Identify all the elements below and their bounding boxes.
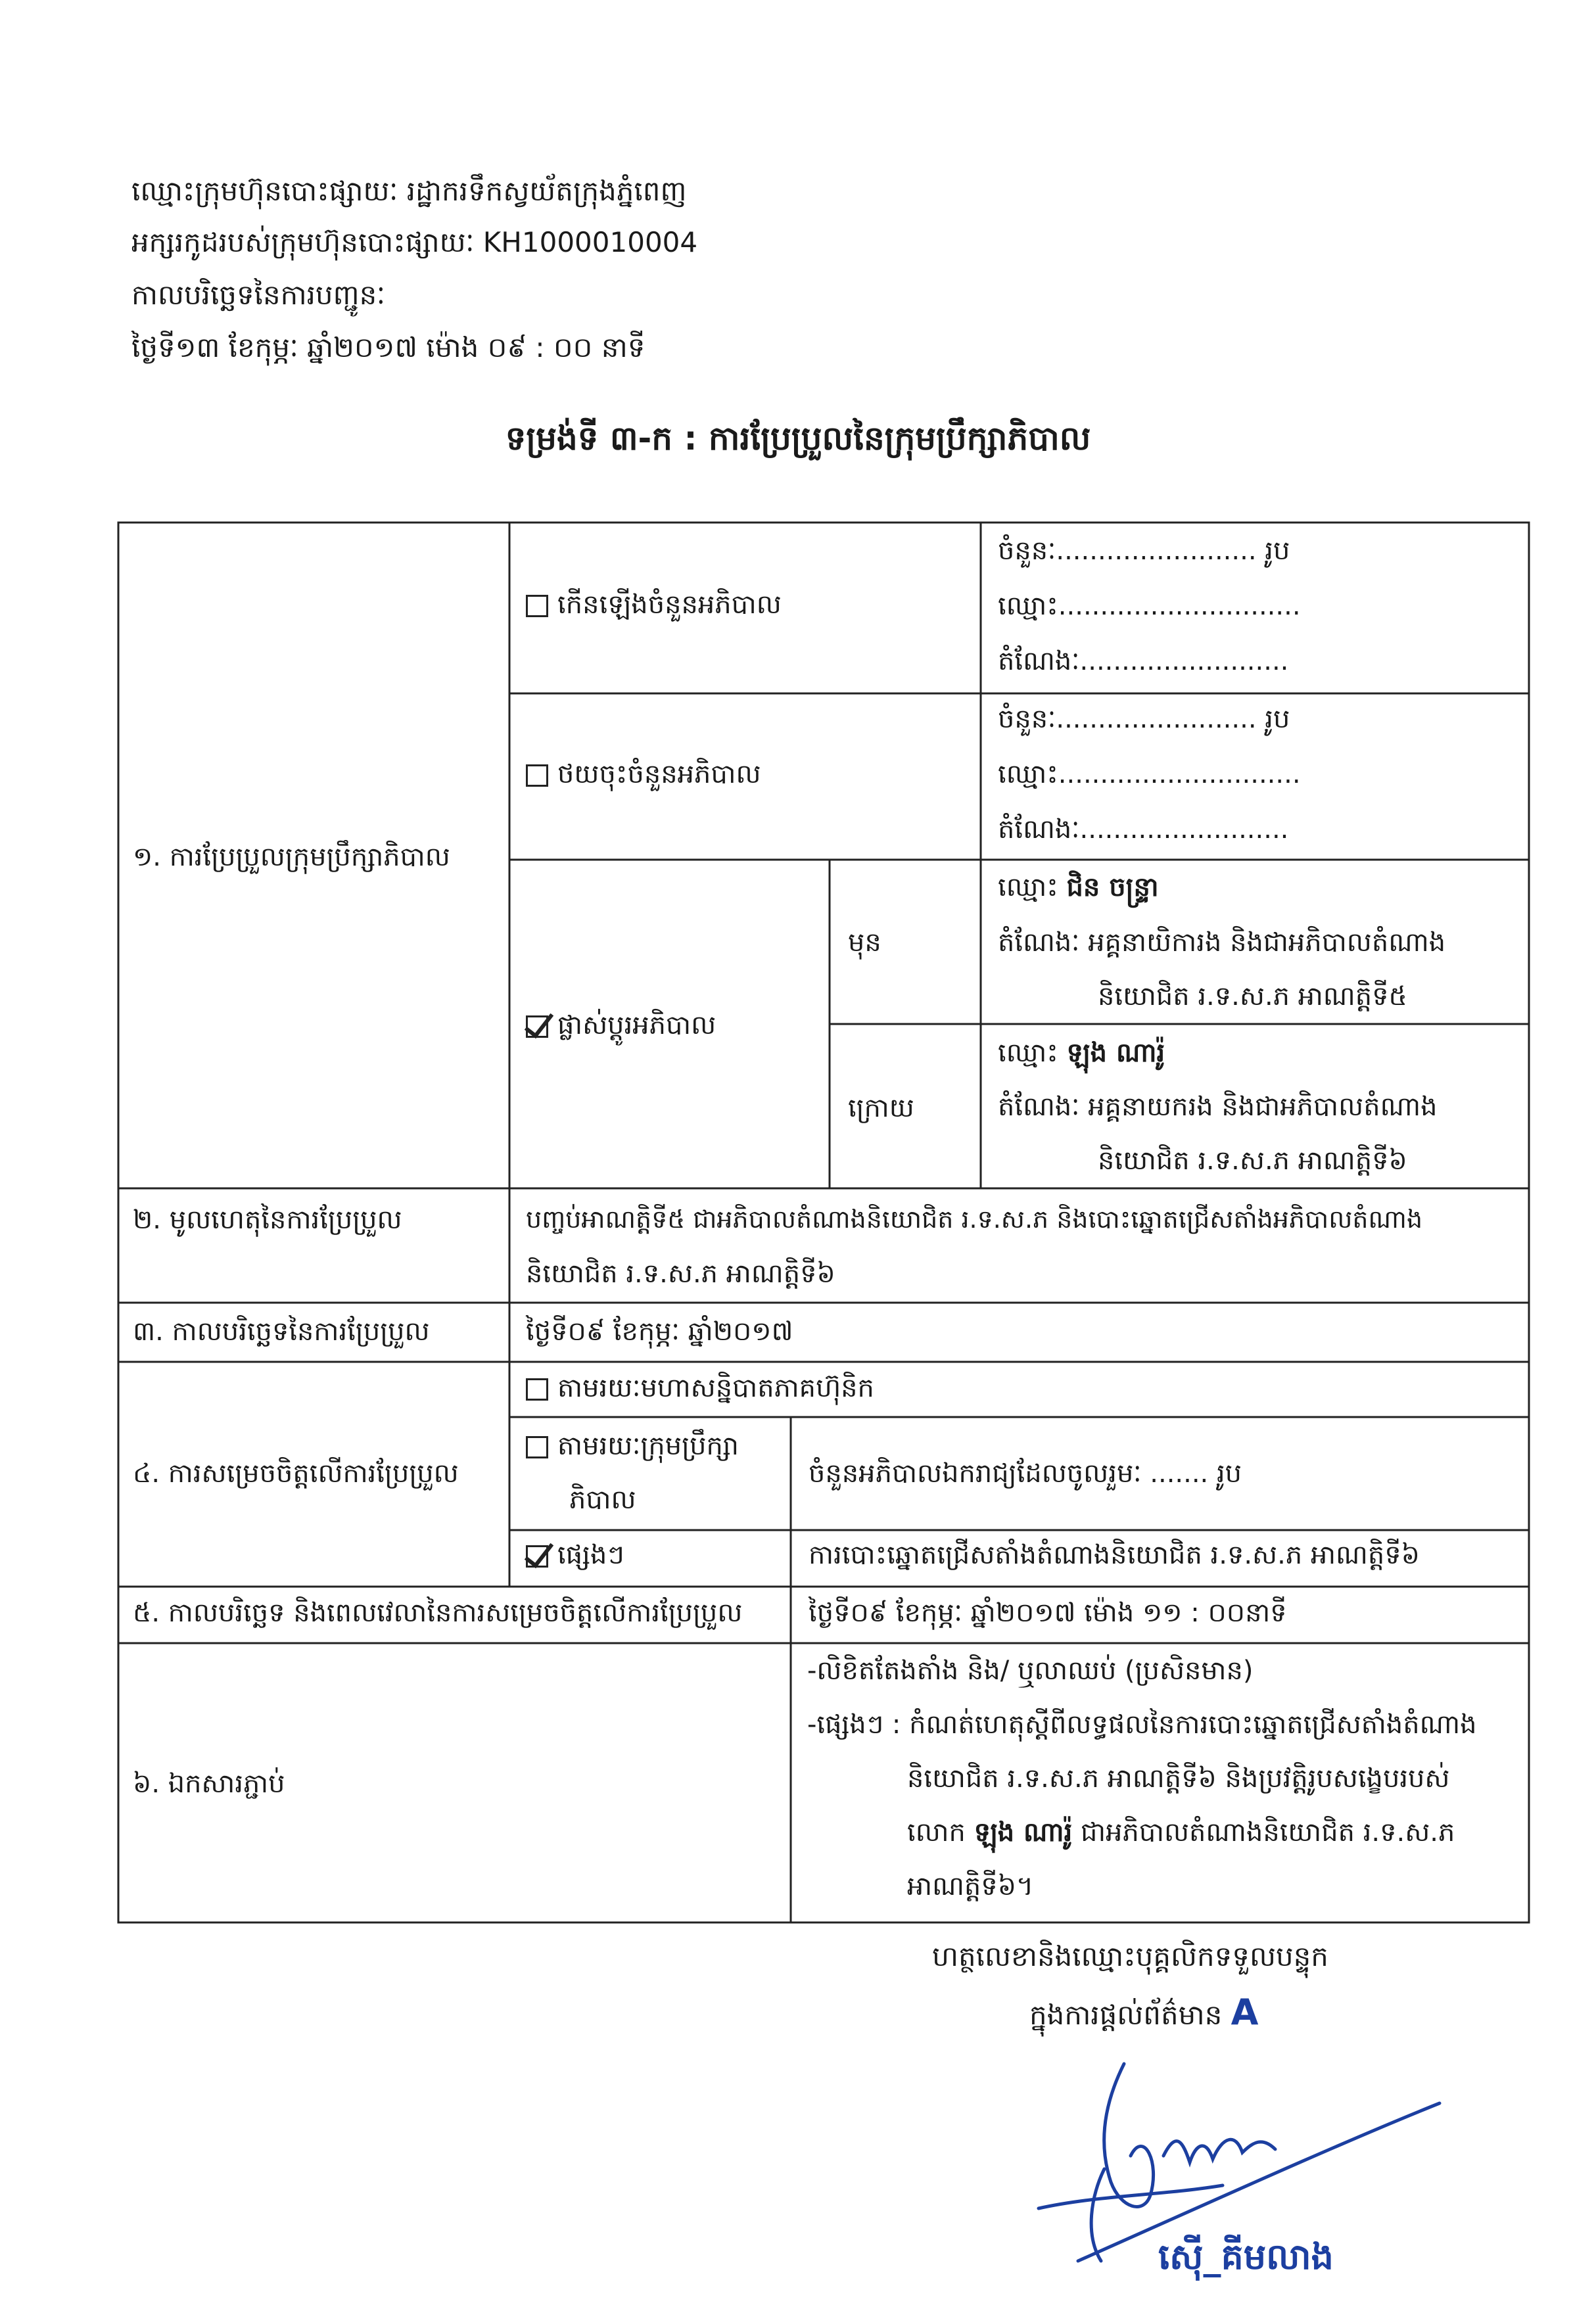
signatory-name: ស៊ើ_គីមលាង <box>1158 2236 1334 2277</box>
decision-datetime: ថ្ងៃទី០៩ ខែកុម្ភៈ ឆ្នាំ២០១៧ ម៉ោង ១១ : ០០នាទី <box>809 1598 1287 1628</box>
after-position-line1: តំណែងៈ អគ្គនាយករង និងជាអភិបាលតំណាង <box>998 1092 1438 1122</box>
section4-label: ៤. ការសម្រេចចិត្តលើការប្រែប្រួល <box>133 1458 459 1489</box>
issuer-name: ឈ្មោះក្រុមហ៊ុនបោះផ្សាយៈ រដ្ឋាករទឹកស្វយ័តក្រុងភ្នំពេញ <box>131 175 687 207</box>
after-name-prefix: ឈ្មោះ <box>998 1038 1058 1068</box>
section3-label: ៣. កាលបរិច្ឆេទនៃការប្រែប្រួល <box>133 1316 430 1347</box>
change-label: ផ្លាស់ប្តូរអភិបាល <box>557 1010 716 1040</box>
attachment-line5: អាណត្តិទី៦។ <box>907 1871 1034 1901</box>
change-directors-option[interactable] <box>526 1012 716 1038</box>
increase-checkbox[interactable] <box>526 595 548 617</box>
submission-date-label: កាលបរិច្ឆេទនៃការបញ្ជូនៈ <box>131 279 386 311</box>
before-position-line1: តំណែងៈ អគ្គនាយិការង និងជាអភិបាលតំណាង <box>998 927 1446 958</box>
decrease-label: ថយចុះចំនួនអភិបាល <box>557 759 761 789</box>
decision-shareholders-option[interactable] <box>526 1375 874 1401</box>
attachment-director-name: ឡុង ណារ៉ូ <box>974 1817 1073 1848</box>
form-title: ទម្រង់ទី ៣-ក : ការប្រែប្រួលនៃក្រុមប្រឹក្សាភិបាល <box>505 419 1091 457</box>
before-name-prefix: ឈ្មោះ <box>998 872 1058 902</box>
independent-directors-count: ចំនួនអភិបាលឯករាជ្យដែលចូលរួមៈ ....... រូប <box>809 1458 1242 1489</box>
attachment-line4 <box>907 1819 1455 1846</box>
before-position-line2: និយោជិត រ.ទ.ស.ភ អាណត្តិទី៥ <box>1098 981 1407 1012</box>
decision-other-option[interactable] <box>526 1542 624 1568</box>
submission-date: ថ្ងៃទី១៣ ខែកុម្ភៈ ឆ្នាំ២០១៧ ម៉ោង ០៩ : ០០ នាទី <box>131 331 645 363</box>
section5-label: ៥. កាលបរិច្ឆេទ និងពេលវេលានៃការសម្រេចចិត្តលើការប្រែប្រួល <box>133 1598 743 1628</box>
section1-label: ១. ការប្រែប្រួលក្រុមប្រឹក្សាភិបាល <box>133 842 450 872</box>
increase-label: កើនឡើងចំនួនអភិបាល <box>557 590 782 620</box>
signature-label-line2-text: ក្នុងការផ្តល់ព័ត៌មាន <box>1029 1999 1223 2031</box>
section6-label: ៦. ឯកសារភ្ជាប់ <box>133 1769 285 1799</box>
increase-position-field: តំណែងៈ......................... <box>998 646 1289 676</box>
issuer-code: អក្សរកូដរបស់ក្រុមហ៊ុនបោះផ្សាយៈ KH1000010004 <box>131 226 698 258</box>
decrease-position-field: តំណែងៈ......................... <box>998 814 1289 845</box>
attachment-line2: -ផ្សេងៗ : កំណត់ហេតុស្តីពីលទ្ធផលនៃការបោះឆ្នោតជ្រើសតាំងតំណាង <box>807 1710 1477 1740</box>
after-label: ក្រោយ <box>848 1093 914 1123</box>
board-label-line2: ភិបាល <box>569 1485 636 1515</box>
board-checkbox[interactable] <box>526 1436 548 1458</box>
decrease-count-field: ចំនួនៈ........................ រូប <box>998 704 1290 734</box>
attachment-line4-suffix: ជាអភិបាលតំណាងនិយោជិត រ.ទ.ស.ភ <box>1080 1817 1455 1848</box>
reason-line1: បញ្ចប់អាណត្តិទី៥ ជាអភិបាលតំណាងនិយោជិត រ.ទ.ស.ភ និងបោះឆ្នោតជ្រើសតាំងអភិបាលតំណាង <box>526 1205 1423 1234</box>
other-detail: ការបោះឆ្នោតជ្រើសតាំងតំណាងនិយោជិត រ.ទ.ស.ភ អាណត្តិទី៦ <box>809 1540 1420 1570</box>
change-date: ថ្ងៃទី០៩ ខែកុម្ភៈ ឆ្នាំ២០១៧ <box>526 1316 793 1347</box>
other-checkbox[interactable] <box>526 1545 548 1568</box>
decrease-directors-option[interactable] <box>526 761 761 787</box>
decrease-checkbox[interactable] <box>526 764 548 787</box>
increase-name-field: ឈ្មោះ............................. <box>998 591 1301 621</box>
after-position-line2: និយោជិត រ.ទ.ស.ភ អាណត្តិទី៦ <box>1098 1146 1407 1176</box>
decision-board-option[interactable] <box>526 1433 739 1459</box>
increase-count-field: ចំនួនៈ........................ រូប <box>998 536 1290 566</box>
signature-label-line1: ហត្ថលេខានិងឈ្មោះបុគ្គលិកទទួលបន្ទុក <box>932 1940 1328 1972</box>
shareholders-checkbox[interactable] <box>526 1378 548 1401</box>
other-label: ផ្សេងៗ <box>557 1540 624 1570</box>
attachment-line1: -លិខិតតែងតាំង និង/ ឬលាឈប់ (ប្រសិនមាន) <box>807 1656 1254 1686</box>
change-checkbox[interactable] <box>526 1015 548 1038</box>
signature-initial: A <box>1231 1991 1259 2033</box>
after-director-name: ឡុង ណារ៉ូ <box>1066 1038 1165 1068</box>
after-name-line <box>998 1040 1165 1066</box>
board-label-line1: តាមរយៈក្រុមប្រឹក្សា <box>557 1431 739 1461</box>
shareholders-label: តាមរយៈមហាសន្និបាតភាគហ៊ុនិក <box>557 1373 874 1403</box>
before-name-line <box>998 874 1159 900</box>
decrease-name-field: ឈ្មោះ............................. <box>998 759 1301 789</box>
before-director-name: ជិន ចន្ទ្រា <box>1066 872 1159 902</box>
attachment-line4-prefix: លោក <box>907 1817 966 1848</box>
reason-line2: និយោជិត រ.ទ.ស.ភ អាណត្តិទី៦ <box>526 1259 835 1289</box>
before-label: មុន <box>848 927 881 958</box>
section2-label: ២. មូលហេតុនៃការប្រែប្រួល <box>133 1205 402 1235</box>
increase-directors-option[interactable] <box>526 592 782 618</box>
attachment-line3: និយោជិត រ.ទ.ស.ភ អាណត្តិទី៦ និងប្រវត្តិរូបសង្ខេបរបស់ <box>907 1763 1450 1794</box>
